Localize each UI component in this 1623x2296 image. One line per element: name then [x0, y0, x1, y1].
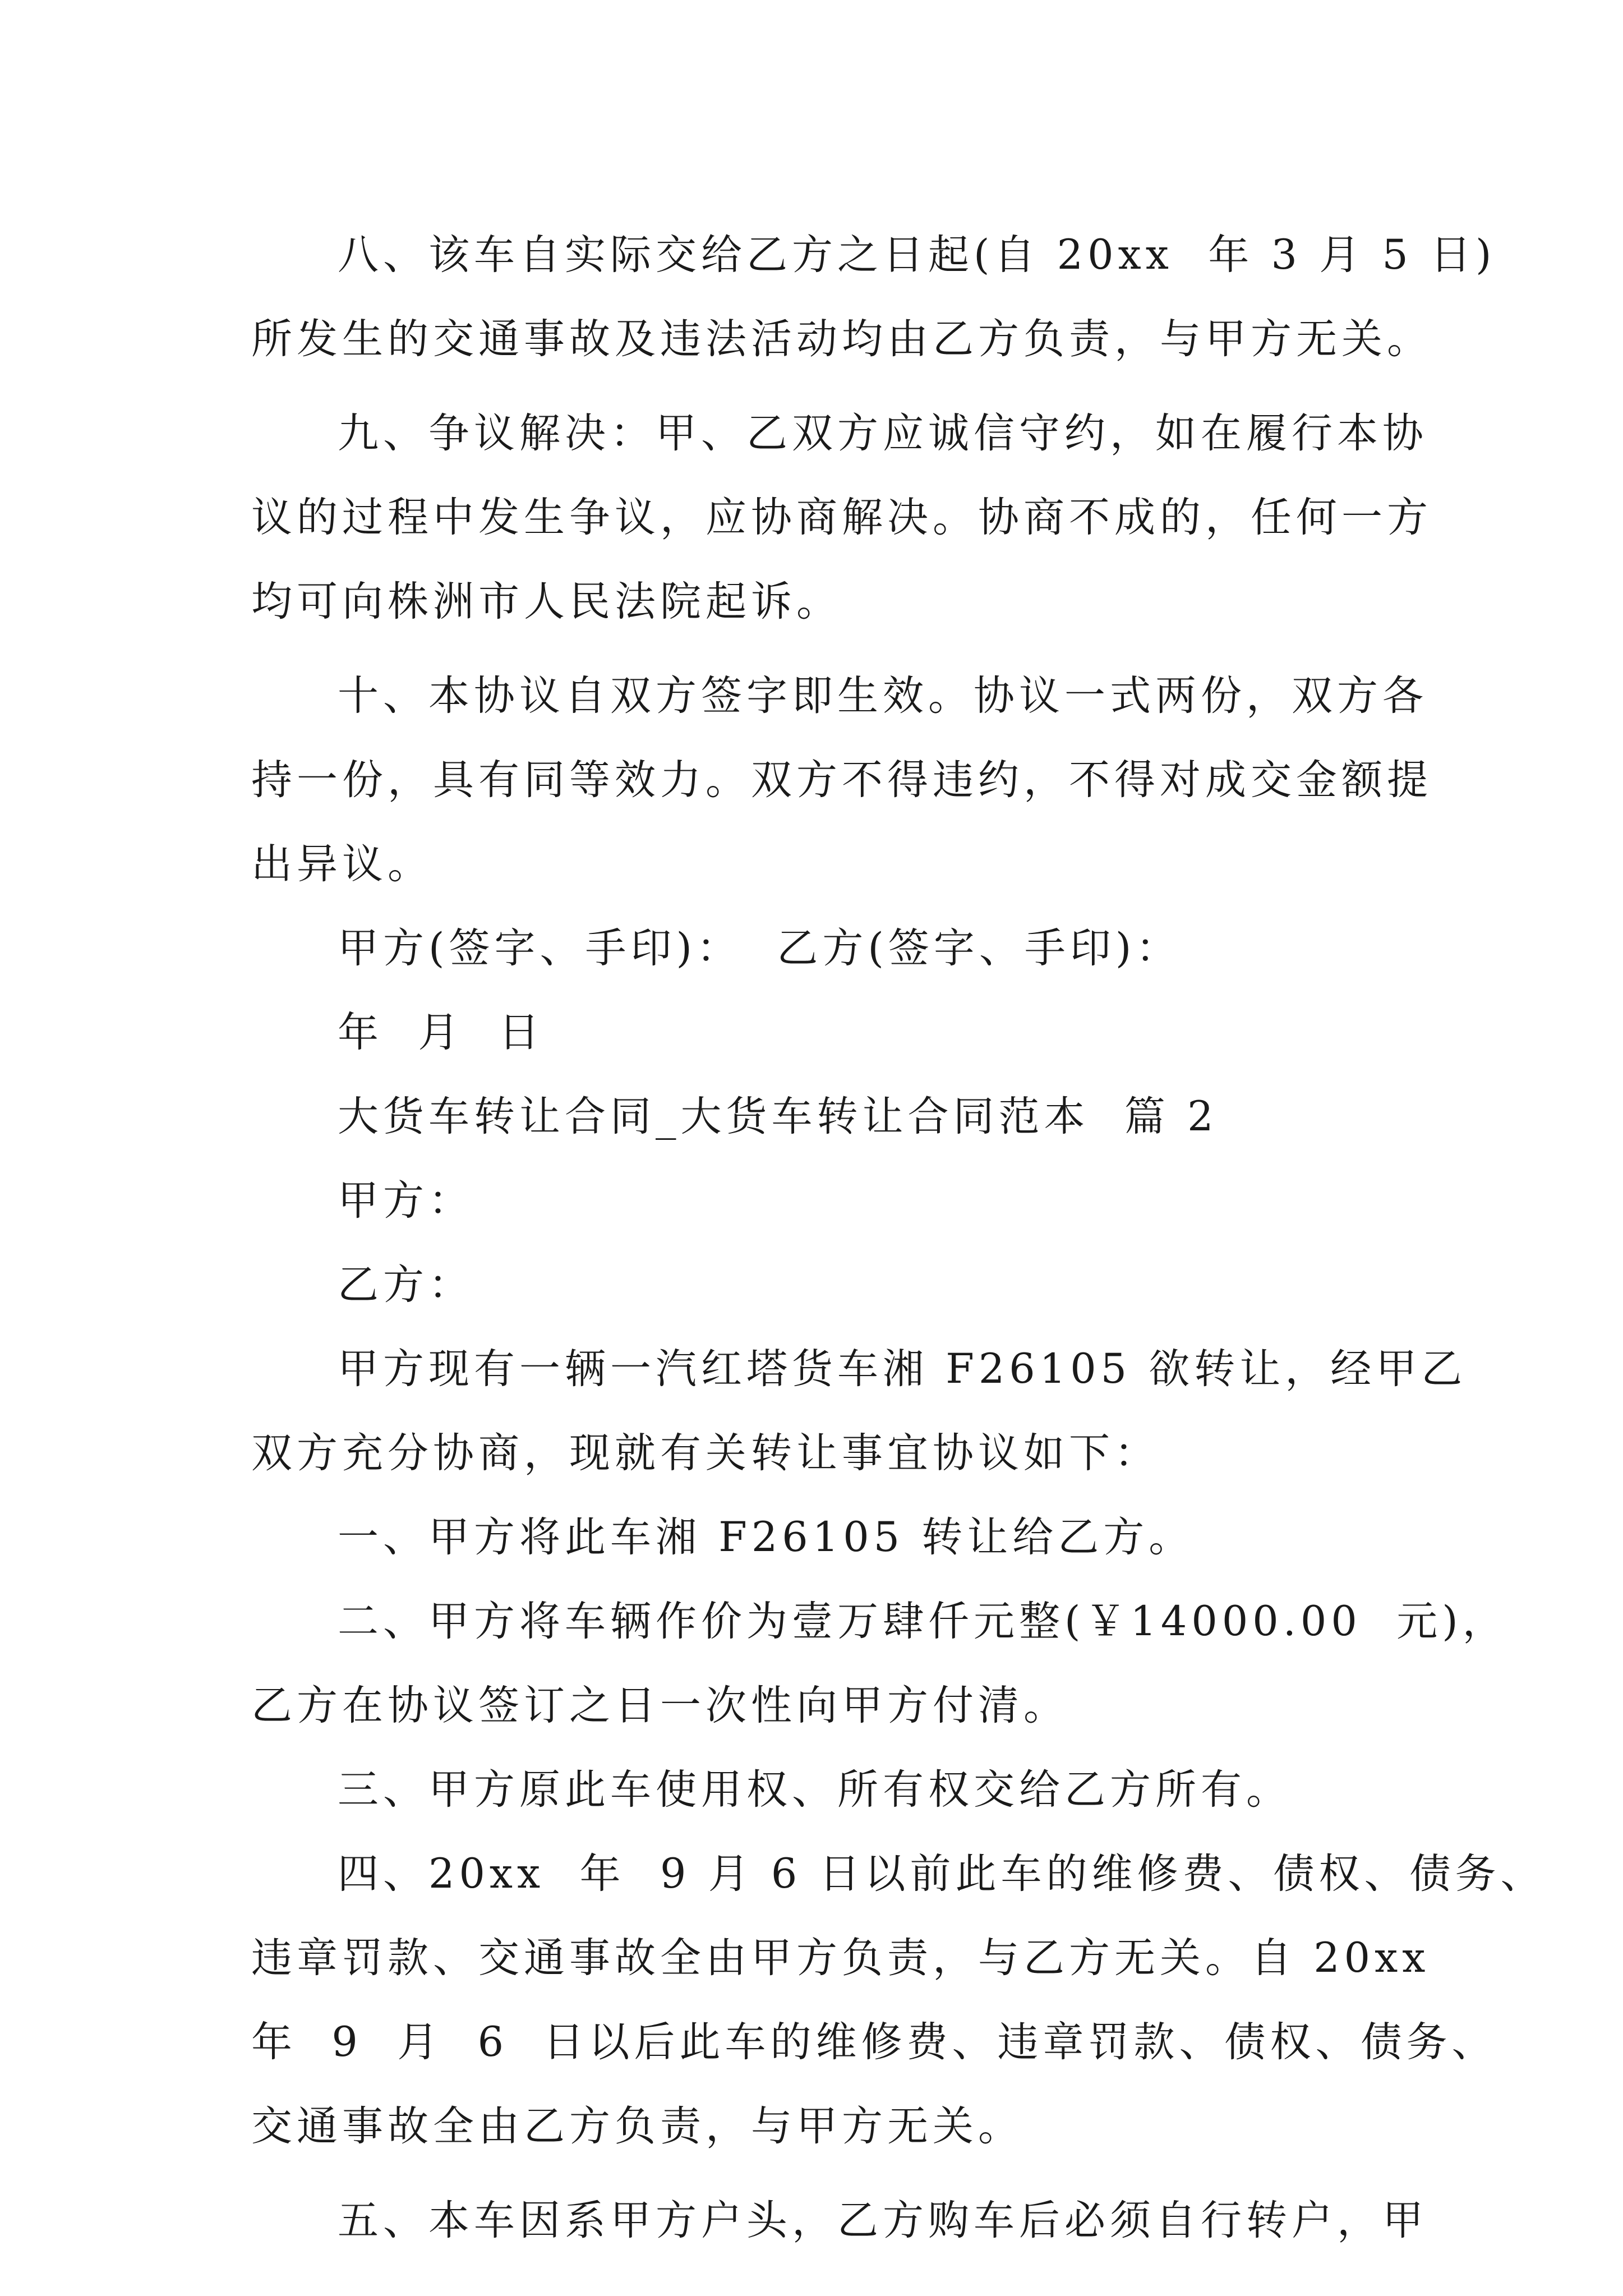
clause-2-line-2: 乙方在协议签订之日一次性向甲方付清。	[251, 1682, 1069, 1729]
party-b-line: 乙方：	[338, 1261, 474, 1309]
clause-4-line-4: 交通事故全由乙方负责，与甲方无关。	[251, 2102, 1023, 2150]
document-body	[251, 213, 1546, 2263]
clause-1-line: 一、甲方将此车湘 F26105 转让给乙方。	[338, 1513, 1195, 1561]
intro-line-2: 双方充分协商，现就有关转让事宜协议如下：	[251, 1429, 1160, 1477]
clause-8-line-2: 所发生的交通事故及违法活动均由乙方负责，与甲方无关。	[251, 315, 1432, 363]
signature-line: 甲方(签字、手印)： 乙方(签字、手印)：	[338, 924, 1182, 972]
party-a-line: 甲方：	[338, 1177, 474, 1225]
clause-10-line-1: 十、本协议自双方签字即生效。协议一式两份，双方各	[338, 672, 1428, 720]
clause-5-line-1: 五、本车因系甲方户头，乙方购车后必须自行转户，甲	[338, 2197, 1428, 2244]
clause-2-line-1: 二、甲方将车辆作价为壹万肆仟元整(￥14000.00 元)，	[338, 1598, 1508, 1645]
date-line: 年 月 日	[338, 1009, 544, 1056]
clause-8-line-1: 八、该车自实际交给乙方之日起(自 20xx 年 3 月 5 日)	[338, 231, 1496, 279]
section-heading: 大货车转让合同_大货车转让合同范本 篇 2	[338, 1093, 1218, 1140]
clause-10-line-3: 出异议。	[251, 840, 433, 888]
clause-4-line-1: 四、20xx 年 9 月 6 日以前此车的维修费、债权、债务、	[338, 1850, 1546, 1898]
intro-line-1: 甲方现有一辆一汽红塔货车湘 F26105 欲转让，经甲乙	[338, 1345, 1467, 1393]
clause-9-line-2: 议的过程中发生争议，应协商解决。协商不成的，任何一方	[251, 494, 1432, 541]
clause-4-line-3: 年 9 月 6 日以后此车的维修费、违章罚款、债权、债务、	[251, 2018, 1497, 2066]
clause-10-line-2: 持一份，具有同等效力。双方不得违约，不得对成交金额提	[251, 756, 1432, 804]
clause-4-line-2: 违章罚款、交通事故全由甲方负责，与乙方无关。自 20xx	[251, 1934, 1430, 1982]
clause-3-line: 三、甲方原此车使用权、所有权交给乙方所有。	[338, 1766, 1292, 1814]
clause-9-line-1: 九、争议解决：甲、乙双方应诚信守约，如在履行本协	[338, 409, 1428, 457]
clause-9-line-3: 均可向株洲市人民法院起诉。	[251, 578, 842, 625]
